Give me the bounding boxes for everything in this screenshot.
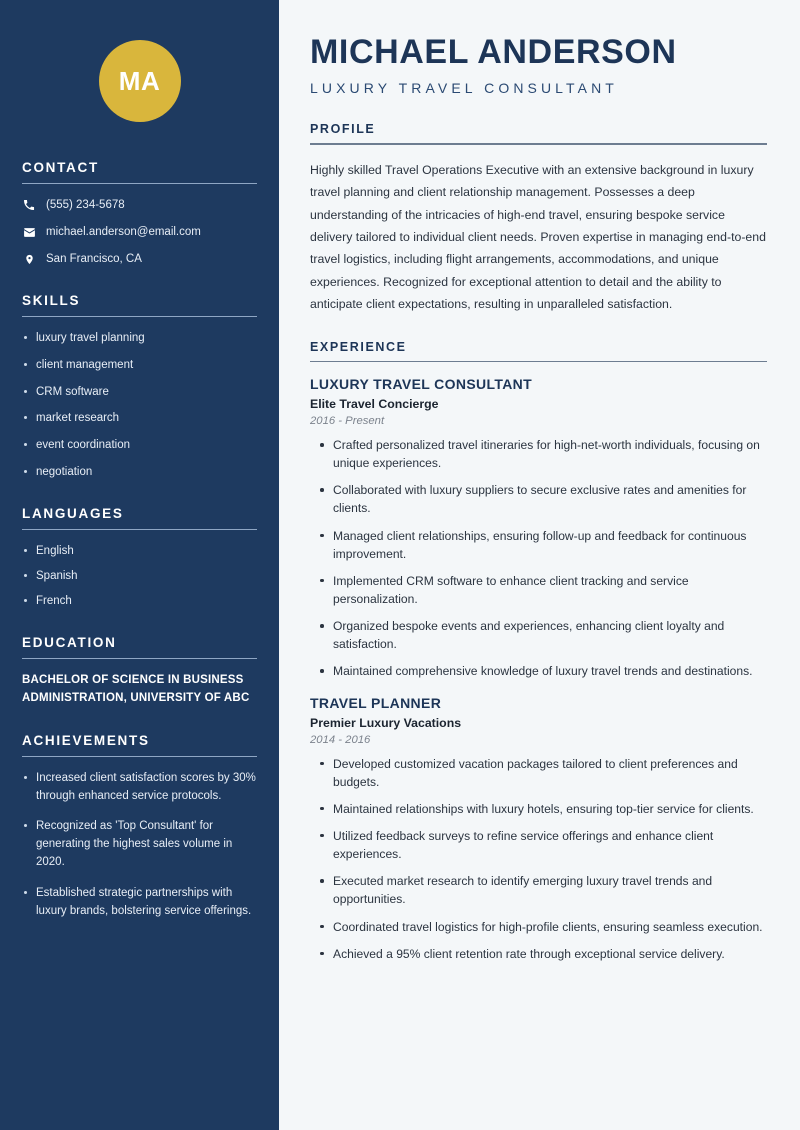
- skills-list: [22, 330, 257, 480]
- list-item: event coordination: [22, 437, 257, 454]
- achievements-list: [22, 770, 257, 921]
- profile-divider: [310, 143, 767, 145]
- list-item: Crafted personalized travel itineraries for high-net-worth individuals, focusing on unique experiences.: [312, 436, 767, 472]
- list-item: Executed market research to identify emerging luxury travel trends and opportunities.: [312, 872, 767, 908]
- phone-icon: [22, 199, 36, 211]
- job-role-subtitle: LUXURY TRAVEL CONSULTANT: [310, 80, 618, 97]
- achievements-heading: ACHIEVEMENTS: [22, 732, 150, 748]
- list-item: Increased client satisfaction scores by 30% through enhanced service protocols.: [22, 770, 257, 806]
- job-title: TRAVEL PLANNER: [310, 694, 442, 711]
- skills-heading: SKILLS: [22, 293, 81, 309]
- contact-phone-row[interactable]: [22, 197, 257, 213]
- main-content: [279, 0, 800, 1130]
- map-pin-icon: [22, 253, 36, 266]
- profile-text: Highly skilled Travel Operations Executive with an extensive background in luxury travel planning and client relationship management. Possesses a deep understanding of the intricacies of high-end travel, ensuring bespoke service delivery tailored to individual client needs. Proven expertise in managing end-to-end travel logistics, including flight arrangements, accommodations, and unique experiences. Recognized for exceptional attention to detail and the ability to anticipate client expectations, resulting in unparalleled satisfaction.: [310, 162, 766, 312]
- list-item: Developed customized vacation packages tailored to client preferences and budgets.: [312, 755, 767, 791]
- avatar: MA: [99, 40, 181, 122]
- profile-section: [310, 122, 767, 315]
- achievements-divider: [22, 756, 257, 757]
- skills-section: [22, 293, 257, 480]
- experience-section: [310, 340, 767, 963]
- list-item: Established strategic partnerships with luxury brands, bolstering service offerings.: [22, 885, 257, 921]
- experience-entry: [310, 376, 767, 681]
- list-item: Coordinated travel logistics for high-profile clients, ensuring seamless execution.: [312, 918, 767, 936]
- job-bullet-list: [310, 755, 767, 963]
- job-dates: 2016 - Present: [310, 415, 385, 428]
- profile-heading: PROFILE: [310, 122, 376, 137]
- education-heading: EDUCATION: [22, 635, 117, 651]
- contact-email-value: michael.anderson@email.com: [46, 226, 201, 239]
- achievements-section: [22, 733, 257, 921]
- list-item: market research: [22, 410, 257, 427]
- list-item: Utilized feedback surveys to refine service offerings and enhance client experiences.: [312, 827, 767, 863]
- list-item: Recognized as 'Top Consultant' for generating the highest sales volume in 2020.: [22, 818, 257, 871]
- list-item: Implemented CRM software to enhance client tracking and service personalization.: [312, 572, 767, 608]
- contact-location-row[interactable]: [22, 251, 257, 267]
- contact-phone-value: (555) 234-5678: [46, 199, 125, 211]
- list-item: Managed client relationships, ensuring follow-up and feedback for continuous improvement.: [312, 527, 767, 563]
- sidebar: [0, 0, 279, 1130]
- page-title: MICHAEL ANDERSON: [310, 33, 677, 71]
- experience-divider: [310, 361, 767, 363]
- list-item: Organized bespoke events and experiences, enhancing client loyalty and satisfaction.: [312, 617, 767, 653]
- list-item: CRM software: [22, 384, 257, 401]
- list-item: client management: [22, 357, 257, 374]
- education-divider: [22, 658, 257, 659]
- languages-divider: [22, 529, 257, 530]
- job-company: Elite Travel Concierge: [310, 397, 439, 412]
- languages-heading: LANGUAGES: [22, 506, 124, 522]
- avatar-container: [22, 0, 257, 160]
- contact-email-row[interactable]: [22, 224, 257, 240]
- education-section: [22, 635, 257, 707]
- job-company: Premier Luxury Vacations: [310, 715, 462, 730]
- contact-heading: CONTACT: [22, 160, 99, 175]
- list-item: English: [22, 543, 257, 560]
- skills-divider: [22, 316, 257, 317]
- list-item: Spanish: [22, 568, 257, 585]
- contact-divider: [22, 183, 257, 184]
- job-title: LUXURY TRAVEL CONSULTANT: [310, 376, 533, 393]
- languages-list: [22, 543, 257, 609]
- experience-entry: [310, 695, 767, 963]
- languages-section: [22, 506, 257, 609]
- list-item: Maintained comprehensive knowledge of luxury travel trends and destinations.: [312, 662, 767, 680]
- experience-heading: EXPERIENCE: [310, 339, 407, 354]
- list-item: French: [22, 593, 257, 610]
- education-entry: BACHELOR OF SCIENCE IN BUSINESS ADMINISTRATION, UNIVERSITY OF ABC: [22, 674, 250, 704]
- contact-section: [22, 160, 257, 267]
- job-bullet-list: [310, 436, 767, 681]
- list-item: Collaborated with luxury suppliers to secure exclusive rates and amenities for clients.: [312, 481, 767, 517]
- contact-location-value: San Francisco, CA: [46, 253, 142, 266]
- list-item: Maintained relationships with luxury hotels, ensuring top-tier service for clients.: [312, 800, 767, 818]
- envelope-icon: [22, 226, 36, 239]
- list-item: Achieved a 95% client retention rate through exceptional service delivery.: [312, 945, 767, 963]
- job-dates: 2014 - 2016: [310, 733, 371, 746]
- list-item: luxury travel planning: [22, 330, 257, 347]
- list-item: negotiation: [22, 464, 257, 481]
